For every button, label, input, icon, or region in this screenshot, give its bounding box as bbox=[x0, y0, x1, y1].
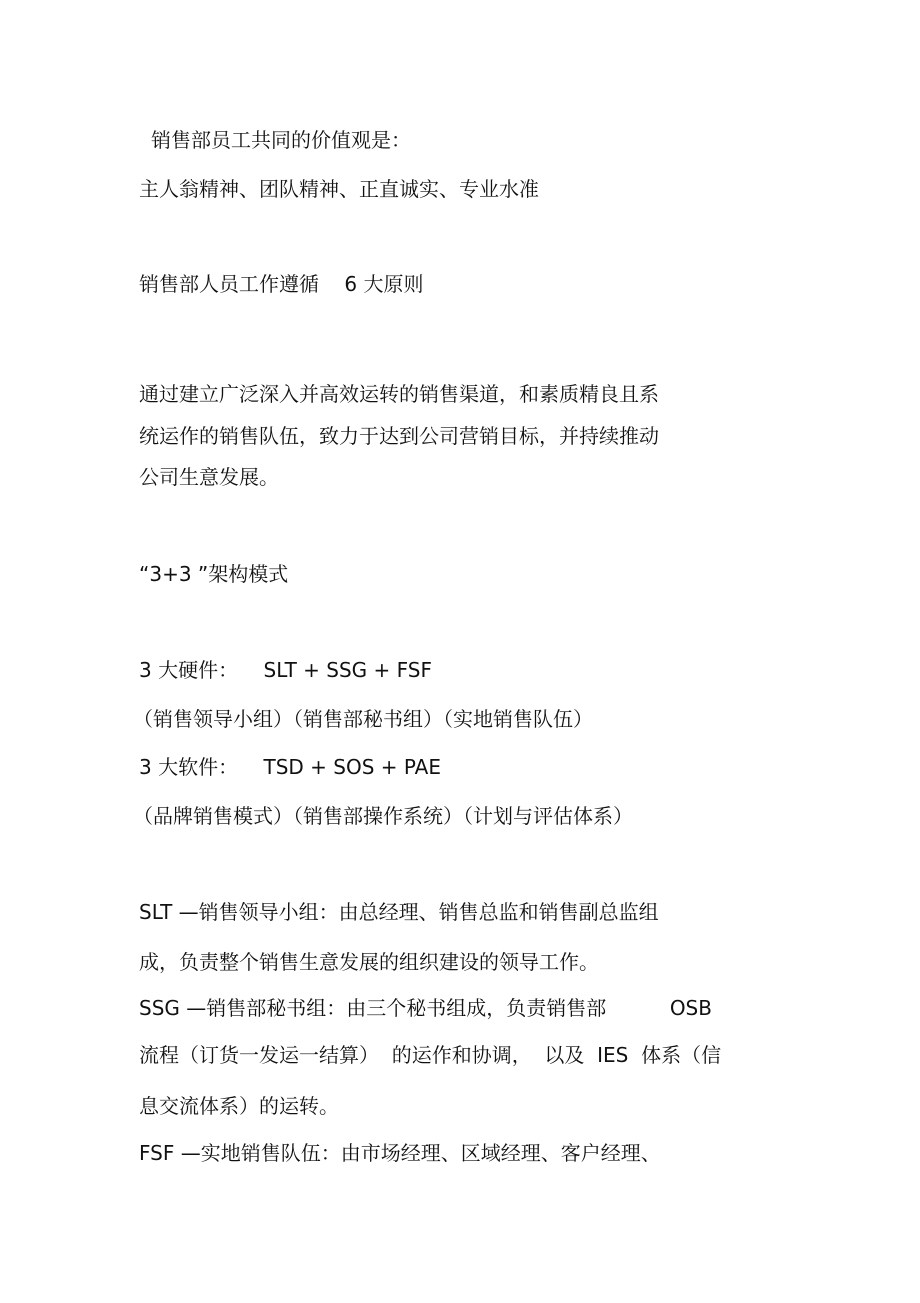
ssg-description-line-2: 流程（订货一发运一结算） 的运作和协调， 以及 IES 体系（信 bbox=[139, 1043, 722, 1067]
fsf-description-line-1: FSF —实地销售队伍：由市场经理、区域经理、客户经理、 bbox=[139, 1141, 661, 1165]
mission-line-1: 通过建立广泛深入并高效运转的销售渠道，和素质精良且系 bbox=[139, 382, 659, 406]
hardware-description: （销售领导小组）（销售部秘书组）（实地销售队伍） bbox=[133, 707, 593, 731]
mission-line-2: 统运作的销售队伍，致力于达到公司营销目标，并持续推动 bbox=[139, 424, 659, 448]
principles-heading: 销售部人员工作遵循 6 大原则 bbox=[139, 272, 424, 296]
values-list: 主人翁精神、团队精神、正直诚实、专业水准 bbox=[139, 177, 539, 201]
ssg-description-line-1: SSG —销售部秘书组：由三个秘书组成，负责销售部 OSB bbox=[139, 996, 712, 1020]
ssg-description-line-3: 息交流体系）的运转。 bbox=[139, 1094, 339, 1118]
hardware-line: 3 大硬件： SLT + SSG + FSF bbox=[139, 658, 432, 682]
values-intro: 销售部员工共同的价值观是： bbox=[151, 128, 411, 152]
software-description: （品牌销售模式）（销售部操作系统）（计划与评估体系） bbox=[133, 804, 633, 828]
slt-description-line-1: SLT —销售领导小组：由总经理、销售总监和销售副总监组 bbox=[139, 900, 659, 924]
mission-line-3: 公司生意发展。 bbox=[139, 465, 279, 489]
software-line: 3 大软件： TSD + SOS + PAE bbox=[139, 755, 442, 779]
slt-description-line-2: 成，负责整个销售生意发展的组织建设的领导工作。 bbox=[139, 950, 599, 974]
model-heading: “3+3 ”架构模式 bbox=[139, 562, 289, 586]
